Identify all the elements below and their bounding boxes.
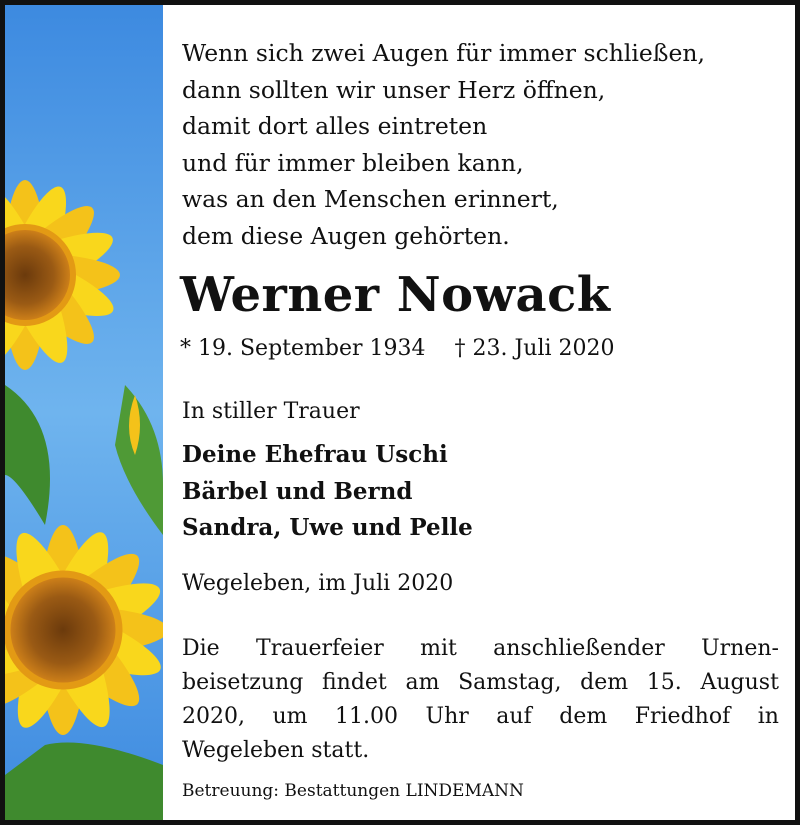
ceremony-line [182, 666, 779, 700]
mourner: Bärbel und Bernd [182, 477, 413, 505]
ceremony-word: Uhr [425, 704, 469, 729]
ceremony-word: dem [559, 704, 608, 729]
ceremony-word: auf [496, 704, 532, 729]
ceremony-details [182, 632, 779, 768]
ceremony-word: mit [420, 636, 457, 661]
birth-date: * 19. September 1934 [180, 336, 426, 361]
ceremony-word: um [272, 704, 308, 729]
ceremony-word: Friedhof [634, 704, 731, 729]
mourner: Sandra, Uwe und Pelle [182, 514, 473, 541]
death-date: † 23. Juli 2020 [454, 336, 615, 361]
ceremony-word: Wegeleben statt. [182, 738, 370, 763]
ceremony-word: 11.00 [335, 704, 399, 729]
ceremony-word: 15. [646, 670, 682, 695]
sunflower-illustration [5, 5, 163, 820]
mourners-list [182, 437, 473, 547]
poem-line: damit dort alles eintreten [182, 112, 488, 140]
life-dates [180, 336, 615, 361]
poem-line: Wenn sich zwei Augen für immer schließen, [182, 39, 706, 67]
ceremony-line [182, 632, 779, 666]
funeral-home-credit: Betreuung: Bestattungen LINDEMANN [182, 781, 524, 801]
ceremony-word: findet [321, 670, 387, 695]
ceremony-word: dem [580, 670, 629, 695]
ceremony-word: Samstag, [458, 670, 562, 695]
ceremony-word: Trauerfeier [256, 636, 384, 661]
ceremony-line [182, 734, 779, 768]
ceremony-word: anschließender [493, 636, 665, 661]
mourning-intro: In stiller Trauer [182, 399, 360, 424]
sunflower-image [5, 5, 163, 820]
place-and-date: Wegeleben, im Juli 2020 [182, 571, 454, 596]
poem-line: dann sollten wir unser Herz öffnen, [182, 75, 606, 104]
ceremony-word: beisetzung [182, 670, 304, 695]
ceremony-word: in [757, 704, 779, 729]
poem-line: und für immer bleiben kann, [182, 148, 524, 177]
ceremony-word: am [405, 670, 440, 695]
ceremony-word: Urnen- [701, 636, 779, 661]
ceremony-word: 2020, [182, 704, 245, 729]
mourner: Deine Ehefrau Uschi [182, 441, 448, 468]
deceased-name: Werner Nowack [180, 267, 611, 323]
ceremony-line [182, 700, 779, 734]
poem [182, 35, 705, 254]
poem-line: dem diese Augen gehörten. [182, 221, 510, 250]
ceremony-word: August [700, 670, 779, 695]
poem-line: was an den Menschen erinnert, [182, 185, 559, 213]
ceremony-word: Die [182, 636, 220, 661]
